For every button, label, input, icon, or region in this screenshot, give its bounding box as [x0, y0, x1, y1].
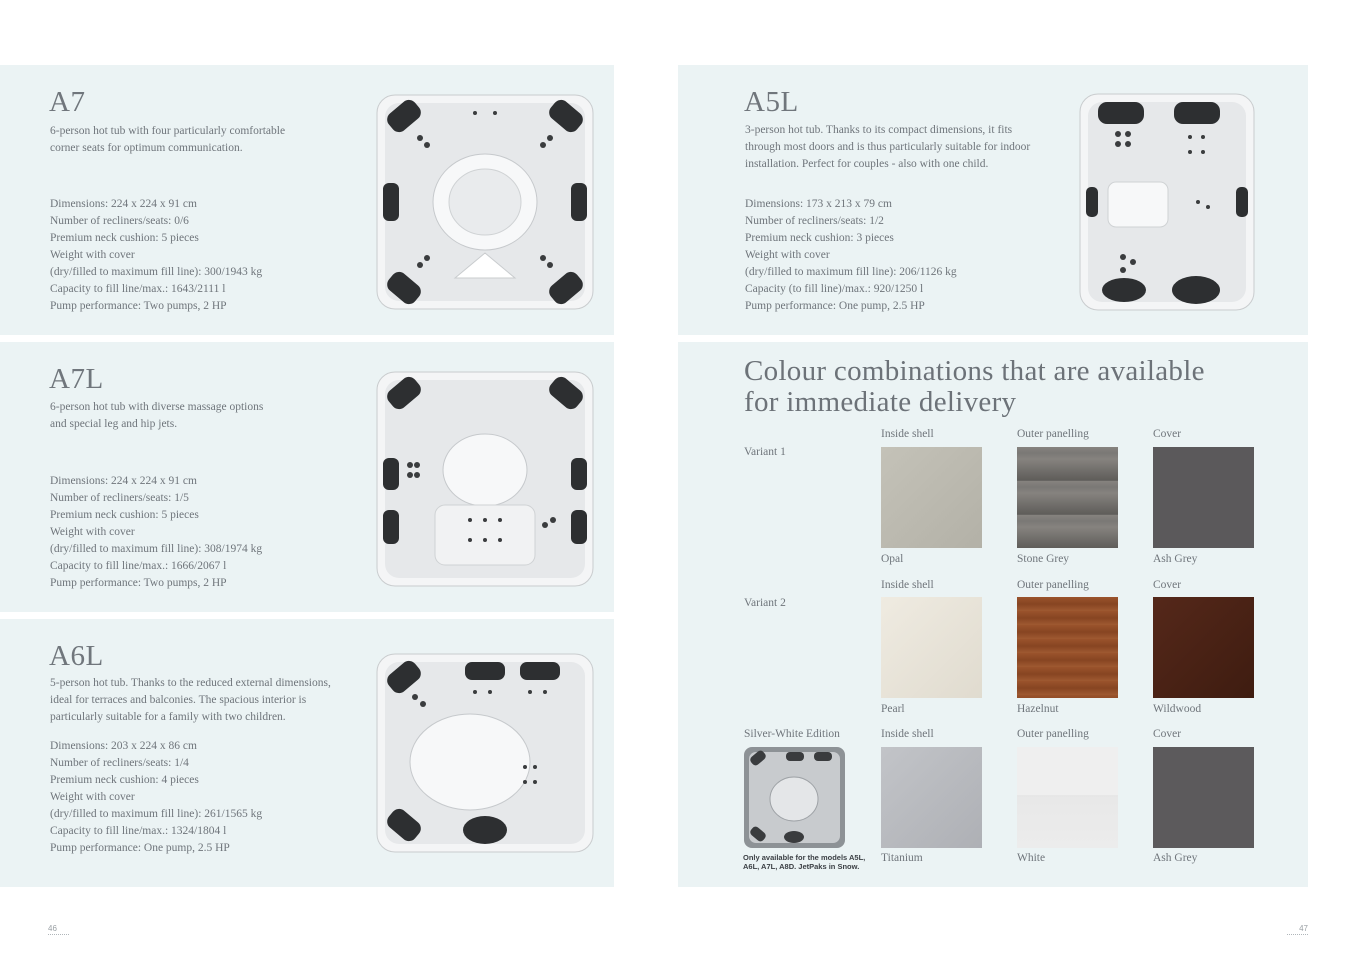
swatch-label: Pearl	[881, 703, 905, 715]
hot-tub-image-a7	[375, 93, 595, 311]
colour-swatch-wildwood	[1153, 597, 1254, 698]
model-description: 6-person hot tub with diverse massage options and special leg and hip jets.	[50, 401, 264, 430]
column-header-inside-shell: Inside shell	[881, 728, 934, 740]
swatch-label: Stone Grey	[1017, 553, 1070, 565]
model-title: A7	[49, 86, 86, 118]
hot-tub-image-a7l	[375, 370, 595, 588]
variant-label: Variant 2	[744, 597, 786, 609]
swatch-label: Opal	[881, 553, 904, 565]
column-header-outer-panelling: Outer panelling	[1017, 728, 1089, 740]
colour-swatch-pearl	[881, 597, 982, 698]
page-number-right: 47	[1287, 924, 1308, 935]
model-description: 5-person hot tub. Thanks to the reduced external dimensions, ideal for terraces and balconies. The spacious interior is particularly suitable for a family with two children.	[50, 677, 331, 723]
column-header-inside-shell: Inside shell	[881, 579, 934, 591]
swatch-label: Hazelnut	[1017, 703, 1059, 715]
model-specs: Dimensions: 224 x 224 x 91 cm Number of recliners/seats: 0/6 Premium neck cushion: 5 pieces Weight with cover (dry/filled to maximum fill line): 300/1943 kg Capacity to fill line/max.: 1643/2111 l Pump performance: Two pumps, 2 HP	[50, 198, 263, 312]
variant-label: Silver-White Edition	[744, 728, 840, 740]
column-header-outer-panelling: Outer panelling	[1017, 428, 1089, 440]
model-description: 3-person hot tub. Thanks to its compact dimensions, it fits through most doors and is thus particularly suitable for indoor installation. Perfect for couples - also with one child.	[745, 124, 1031, 170]
swatch-label: Ash Grey	[1153, 553, 1198, 565]
hot-tub-image-silver-white	[744, 747, 845, 848]
page-number-left: 46	[48, 924, 69, 935]
model-description: 6-person hot tub with four particularly comfortable corner seats for optimum communication.	[50, 125, 286, 154]
model-specs: Dimensions: 203 x 224 x 86 cm Number of recliners/seats: 1/4 Premium neck cushion: 4 pieces Weight with cover (dry/filled to maximum fill line): 261/1565 kg Capacity to fill line/max.: 1324/1804 l Pump performance: One pump, 2.5 HP	[50, 740, 263, 854]
swatch-label: Titanium	[881, 852, 923, 864]
colour-swatch-ash-grey	[1153, 747, 1254, 848]
column-header-cover: Cover	[1153, 428, 1182, 440]
model-specs: Dimensions: 224 x 224 x 91 cm Number of recliners/seats: 1/5 Premium neck cushion: 5 pieces Weight with cover (dry/filled to maximum fill line): 308/1974 kg Capacity to fill line/max.: 1666/2067 l Pump performance: Two pumps, 2 HP	[50, 475, 263, 589]
colour-swatch-stone-grey	[1017, 447, 1118, 548]
colour-swatch-white	[1017, 747, 1118, 848]
edition-note: Only available for the models A5L, A6L, A7L, A8D. JetPaks in Snow.	[743, 853, 866, 871]
model-title: A5L	[744, 86, 799, 118]
swatch-label: White	[1017, 852, 1046, 864]
column-header-inside-shell: Inside shell	[881, 428, 934, 440]
model-specs: Dimensions: 173 x 213 x 79 cm Number of recliners/seats: 1/2 Premium neck cushion: 3 pieces Weight with cover (dry/filled to maximum fill line): 206/1126 kg Capacity (to fill line)/max.: 920/1250 l Pump performance: One pump, 2.5 HP	[745, 198, 957, 312]
colour-swatch-hazelnut	[1017, 597, 1118, 698]
model-title: A7L	[49, 363, 104, 395]
swatch-label: Wildwood	[1153, 703, 1202, 715]
swatch-label: Ash Grey	[1153, 852, 1198, 864]
column-header-outer-panelling: Outer panelling	[1017, 579, 1089, 591]
hot-tub-image-a6l	[375, 652, 595, 854]
colour-swatch-titanium	[881, 747, 982, 848]
colour-heading: Colour combinations that are available for immediate delivery	[744, 355, 1205, 418]
model-title: A6L	[49, 640, 104, 672]
colour-swatch-opal	[881, 447, 982, 548]
colour-swatch-ash-grey	[1153, 447, 1254, 548]
hot-tub-image-a5l	[1078, 92, 1256, 312]
column-header-cover: Cover	[1153, 579, 1182, 591]
variant-label: Variant 1	[744, 446, 786, 458]
column-header-cover: Cover	[1153, 728, 1182, 740]
